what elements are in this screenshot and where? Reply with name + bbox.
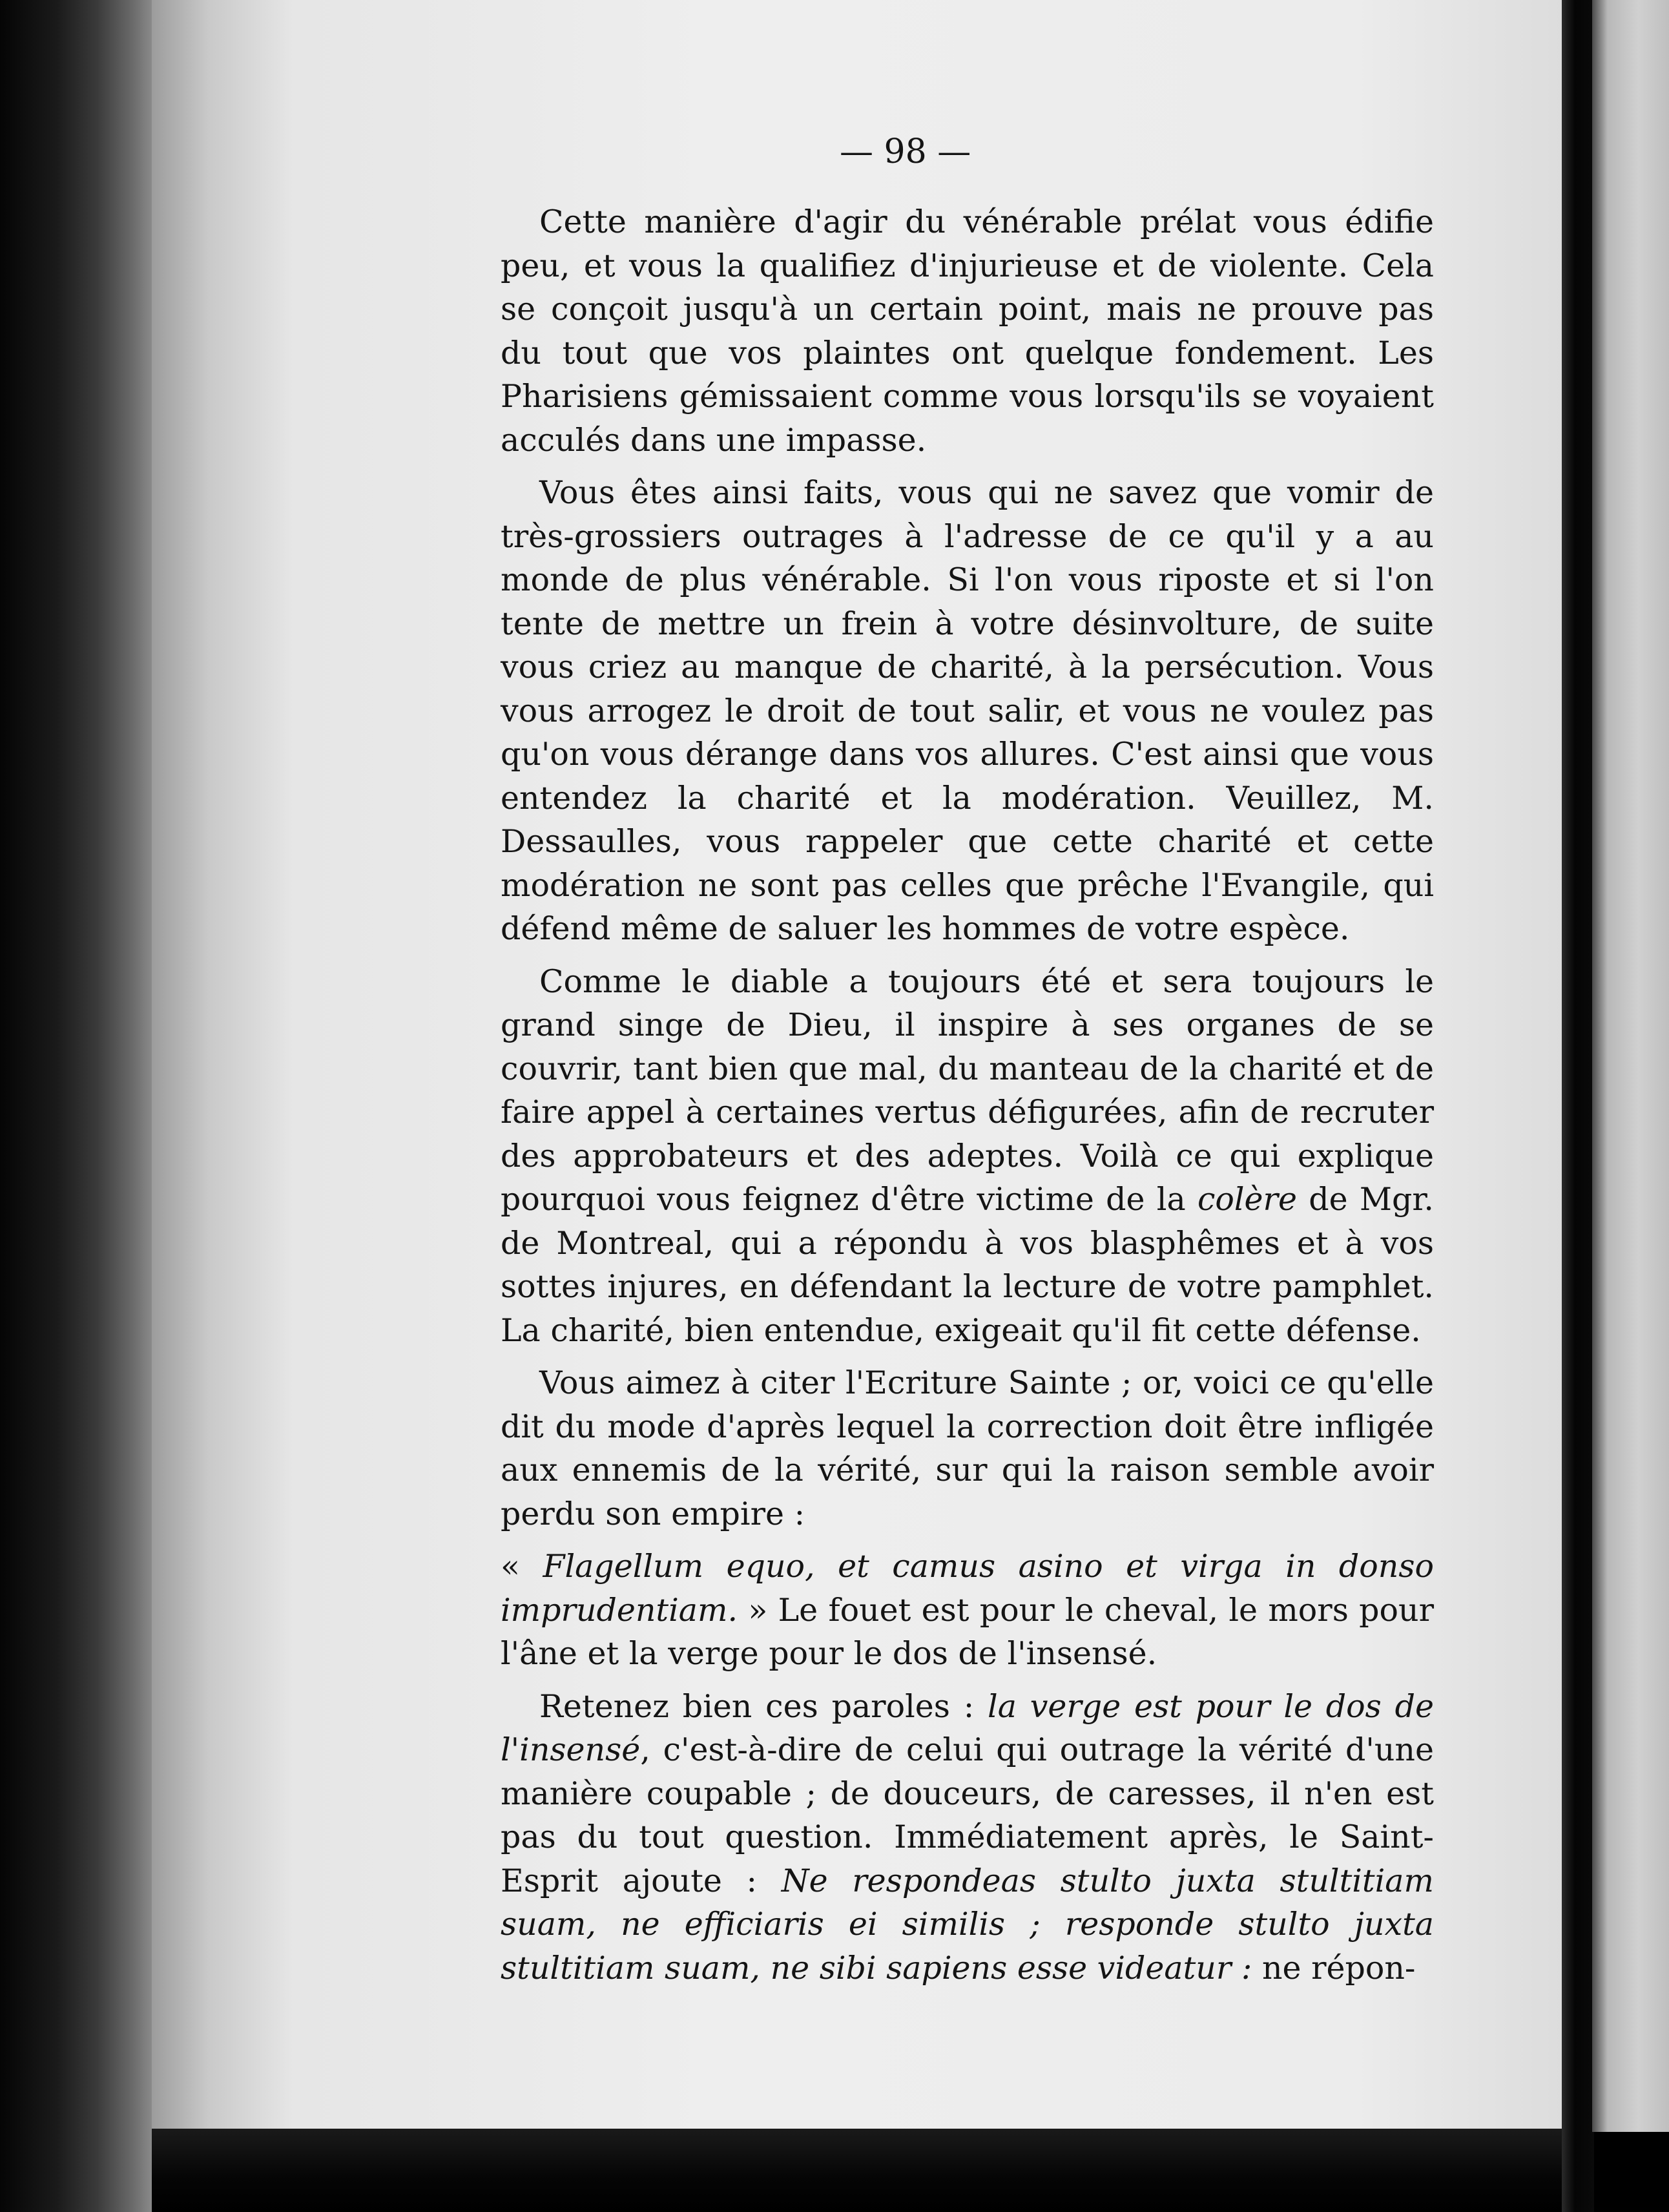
text-run: de Mgr. de Montreal, qui a répondu à vos blasphêmes et à vos sottes injures, en défendant la lecture de votre pamphlet. La charité, bien entendue, exigeait qu'il fit cette défense.	[501, 1181, 1434, 1349]
text-run: Cette manière d'agir du vénérable prélat vous édifie peu, et vous la qualifiez d'injurieuse et de violente. Cela se conçoit jusqu'à un certain point, mais ne prouve pas du tout que vos plaintes ont quelque fondement. Les Pharisiens gémissaient comme vous lorsqu'ils se voyaient acculés dans une impasse.	[501, 203, 1434, 459]
paragraph	[501, 960, 1434, 1353]
facing-page-edge	[1592, 0, 1669, 2132]
text-run: «	[501, 1548, 543, 1585]
italic-text: la verge est pour le dos de l'insensé	[501, 1687, 1434, 1768]
book-binding-edge	[0, 0, 161, 2212]
italic-text: colère	[1197, 1181, 1297, 1218]
text-run: » Le fouet est pour le cheval, le mors pour l'âne et la verge pour le dos de l'insensé.	[501, 1591, 1434, 1672]
text-run: Vous êtes ainsi faits, vous qui ne savez que vomir de très-grossiers outrages à l'adresse de ce qu'il y a au monde de plus vénérable. Si l'on vous riposte et si l'on tente de mettre un frein à votre désinvolture, de suite vous criez au manque de charité, à la persécution. Vous vous arrogez le droit de tout salir, et vous ne voulez pas qu'on vous dérange dans vos allures. C'est ainsi que vous entendez la charité et la modération. Veuillez, M. Dessaulles, vous rappeler que cette charité et cette modération ne sont pas celles que prêche l'Evangile, qui défend même de saluer les hommes de votre espèce.	[501, 474, 1434, 947]
italic-text: Flagellum equo, et camus asino et virga in donso imprudentiam.	[501, 1548, 1434, 1629]
paragraph	[501, 1685, 1434, 1990]
italic-text: Ne respondeas stulto juxta stultitiam suam, ne efficiaris ei similis ; responde stulto juxta stultitiam suam, ne sibi sapiens esse videatur :	[501, 1862, 1434, 1987]
body-text	[501, 200, 1434, 1999]
page-number: — 98 —	[840, 132, 971, 171]
paragraph	[501, 200, 1434, 462]
paragraph	[501, 1361, 1434, 1536]
page-bottom-edge	[152, 2129, 1566, 2212]
text-run: , c'est-à-dire de celui qui outrage la vérité d'une manière coupable ; de douceurs, de caresses, il n'en est pas du tout question. Immédiatement après, le Saint-Esprit ajoute :	[501, 1731, 1434, 1899]
text-run: Retenez bien ces paroles :	[539, 1687, 988, 1725]
text-run: ne répon-	[1252, 1949, 1416, 1987]
text-run: Comme le diable a toujours été et sera toujours le grand singe de Dieu, il inspire à ses organes de se couvrir, tant bien que mal, du manteau de la charité et de faire appel à certaines vertus défigurées, afin de recruter des approbateurs et des adeptes. Voilà ce qui explique pourquoi vous feignez d'être victime de la	[501, 963, 1434, 1218]
latin-quote-paragraph	[501, 1545, 1434, 1676]
paragraph	[501, 471, 1434, 951]
page-gutter	[1562, 0, 1594, 2212]
text-run: Vous aimez à citer l'Ecriture Sainte ; or, voici ce qu'elle dit du mode d'après lequel la correction doit être infligée aux ennemis de la vérité, sur qui la raison semble avoir perdu son empire :	[501, 1364, 1434, 1532]
